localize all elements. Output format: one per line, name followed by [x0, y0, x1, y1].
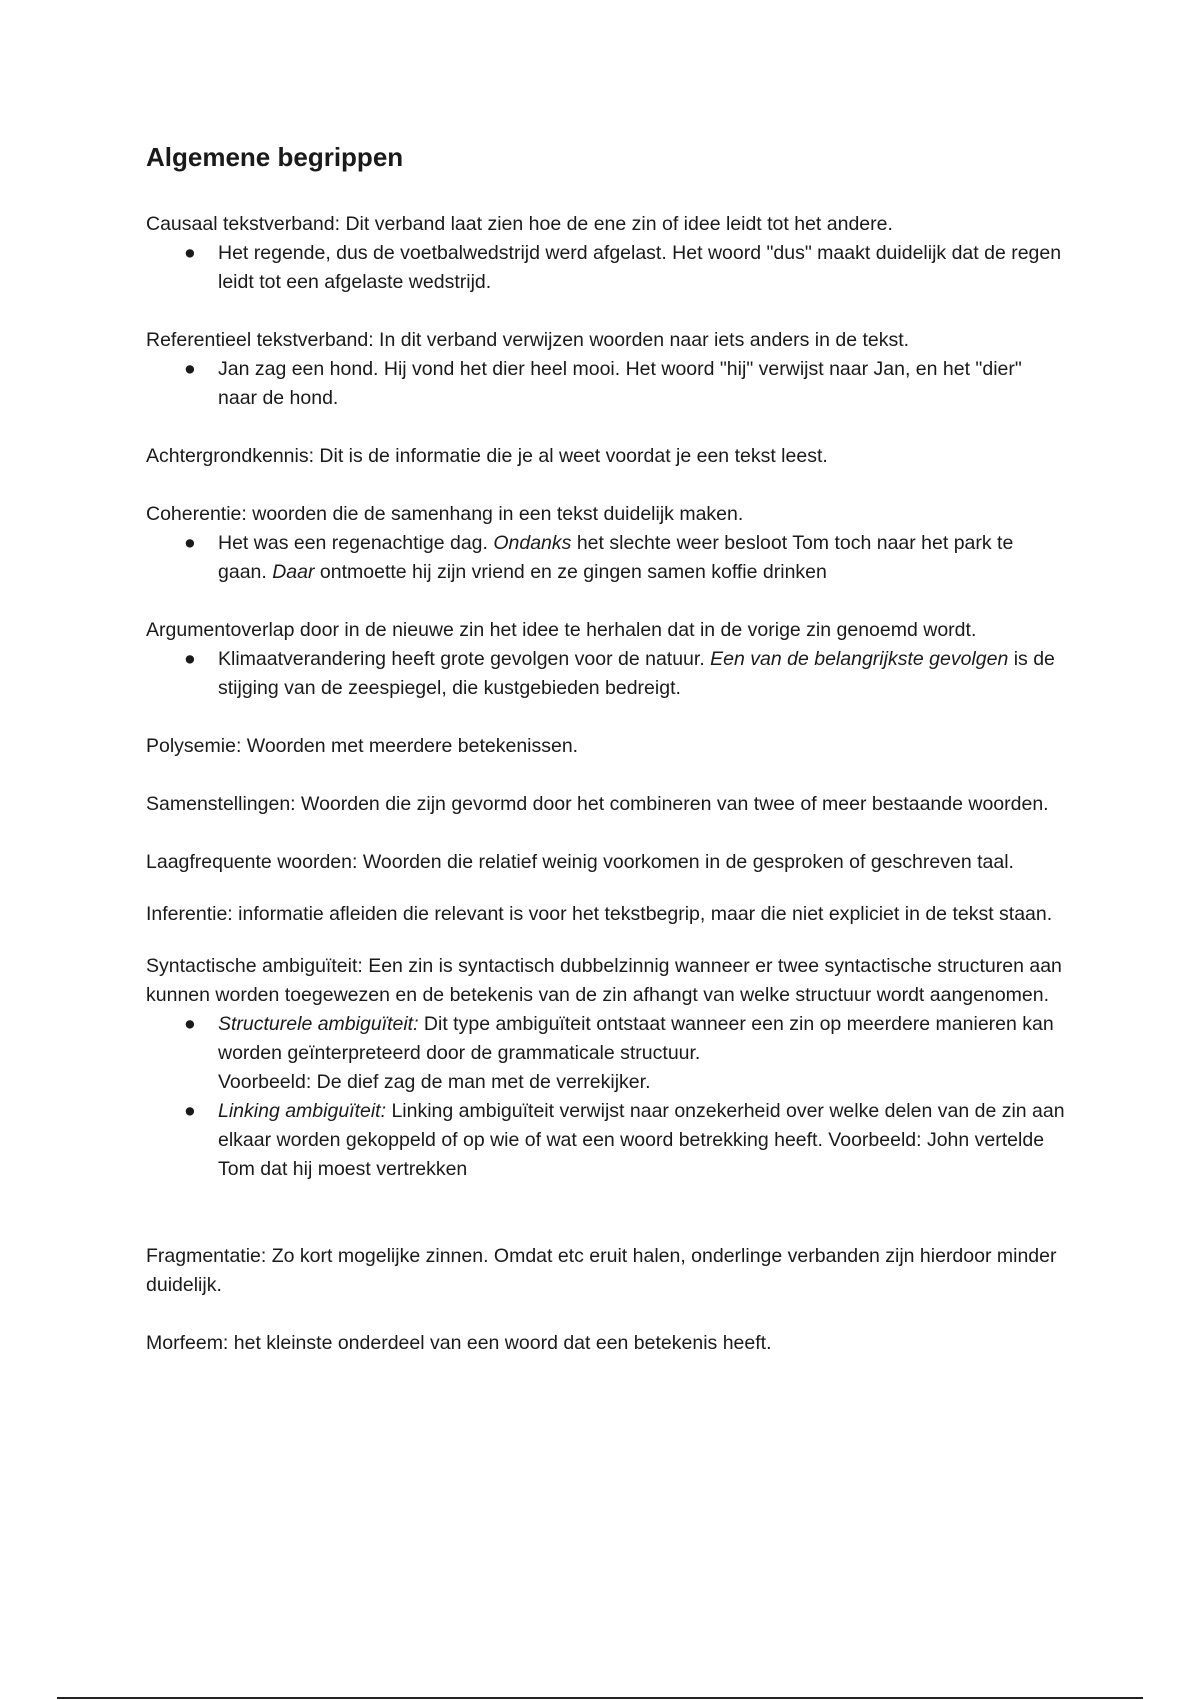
definition-fragmentatie: Fragmentatie: Zo kort mogelijke zinnen. Omdat etc eruit halen, onderlinge verbanden zijn hierdoor minder duidelijk. [146, 1245, 1057, 1296]
definition-causaal: Causaal tekstverband: Dit verband laat zien hoe de ene zin of idee leidt tot het andere. [146, 213, 893, 235]
section-causaal [146, 210, 1066, 297]
definition-achtergrondkennis: Achtergrondkennis: Dit is de informatie die je al weet voordat je een tekst leest. [146, 445, 828, 467]
example-list [146, 529, 1066, 587]
term-label: Linking ambiguïteit: [218, 1100, 387, 1122]
example-text-part: het slechte weer besloot Tom toch naar het park te gaan. [218, 532, 1014, 583]
document-page [146, 140, 1066, 1387]
definition-syntactisch: Syntactische ambiguïteit: Een zin is syntactisch dubbelzinnig wanneer er twee syntactische structuren aan kunnen worden toegewezen en de betekenis van de zin afhangt van welke structuur wordt aangenomen. [146, 955, 1062, 1006]
example-list [146, 239, 1066, 297]
example-text [218, 1013, 1054, 1093]
section-laagfrequent [146, 848, 1066, 877]
example-text-part: Het was een regenachtige dag. [218, 532, 494, 554]
example-text [218, 648, 1055, 699]
example-text-part: Linking ambiguïteit verwijst naar onzekerheid over welke delen van de zin aan elkaar worden gekoppeld of op wie of wat een woord betrekking heeft. Voorbeeld: John vertelde Tom dat hij moest vertrekken [218, 1100, 1065, 1180]
example-list [146, 645, 1066, 703]
definition-laagfrequent: Laagfrequente woorden: Woorden die relatief weinig voorkomen in de gesproken of geschreven taal. [146, 851, 1014, 873]
section-polysemie [146, 732, 1066, 761]
definition-polysemie: Polysemie: Woorden met meerdere betekenissen. [146, 735, 579, 757]
bullet-icon: ● [184, 242, 196, 264]
bullet-icon: ● [184, 358, 196, 380]
example-text: Het regende, dus de voetbalwedstrijd werd afgelast. Het woord "dus" maakt duidelijk dat de regen leidt tot een afgelaste wedstrijd. [218, 242, 1062, 293]
term-label: Structurele ambiguïteit: [218, 1013, 419, 1035]
definition-argumentoverlap: Argumentoverlap door in de nieuwe zin het idee te herhalen dat in de vorige zin genoemd wordt. [146, 619, 977, 641]
example-list [146, 1010, 1066, 1184]
bullet-icon: ● [184, 648, 196, 670]
section-morfeem [146, 1329, 1066, 1358]
example-emphasis: Daar [272, 561, 315, 583]
section-coherentie [146, 500, 1066, 587]
list-item [146, 529, 1066, 587]
section-syntactisch [146, 952, 1066, 1184]
section-fragmentatie [146, 1242, 1066, 1300]
section-samenstellingen [146, 790, 1066, 819]
example-text: Jan zag een hond. Hij vond het dier heel mooi. Het woord "hij" verwijst naar Jan, en het "dier" naar de hond. [218, 358, 1022, 409]
definition-referentieel: Referentieel tekstverband: In dit verband verwijzen woorden naar iets anders in de tekst. [146, 329, 910, 351]
example-text-part: ontmoette hij zijn vriend en ze gingen samen koffie drinken [314, 561, 827, 583]
definition-coherentie: Coherentie: woorden die de samenhang in een tekst duidelijk maken. [146, 503, 744, 525]
example-emphasis: Ondanks [493, 532, 572, 554]
list-item [146, 355, 1066, 413]
example-text-part: Klimaatverandering heeft grote gevolgen voor de natuur. [218, 648, 711, 670]
example-text-part: Voorbeeld: De dief zag de man met de verrekijker. [218, 1071, 651, 1093]
list-item [146, 1010, 1066, 1097]
example-list [146, 355, 1066, 413]
section-inferentie [146, 900, 1066, 929]
list-item [146, 1097, 1066, 1184]
list-item [146, 239, 1066, 297]
example-text-part: is de stijging van de zeespiegel, die kustgebieden bedreigt. [218, 648, 1055, 699]
section-argumentoverlap [146, 616, 1066, 703]
section-achtergrondkennis [146, 442, 1066, 471]
footer-divider [57, 1697, 1143, 1699]
example-text-part: Dit type ambiguïteit ontstaat wanneer een zin op meerdere manieren kan worden geïnterpreteerd door de grammaticale structuur. [218, 1013, 1054, 1064]
bullet-icon: ● [184, 1013, 196, 1035]
definition-morfeem: Morfeem: het kleinste onderdeel van een woord dat een betekenis heeft. [146, 1332, 772, 1354]
page-title: Algemene begrippen [146, 142, 404, 172]
bullet-icon: ● [184, 1100, 196, 1122]
definition-samenstellingen: Samenstellingen: Woorden die zijn gevormd door het combineren van twee of meer bestaande woorden. [146, 793, 1049, 815]
example-text [218, 1100, 1065, 1180]
example-text [218, 532, 1013, 583]
definition-inferentie: Inferentie: informatie afleiden die relevant is voor het tekstbegrip, maar die niet expliciet in de tekst staan. [146, 903, 1053, 925]
list-item [146, 645, 1066, 703]
section-referentieel [146, 326, 1066, 413]
bullet-icon: ● [184, 532, 196, 554]
example-emphasis: Een van de belangrijkste gevolgen [710, 648, 1009, 670]
